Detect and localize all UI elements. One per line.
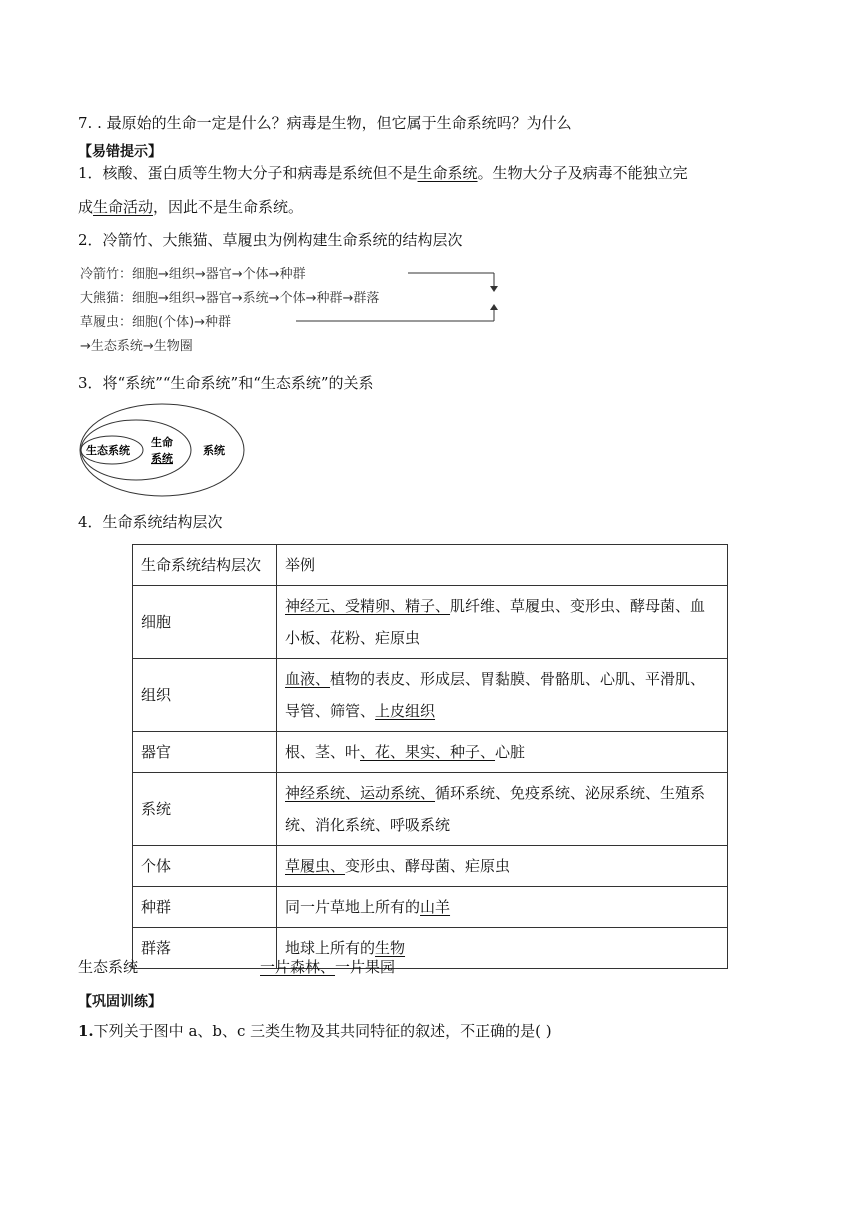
- table-text: 地球上所有的: [285, 939, 376, 957]
- hierarchy-table: [132, 544, 728, 969]
- table-cell-example: [277, 659, 728, 732]
- table-cell-level: 细胞: [133, 586, 277, 659]
- table-text: 肌纤维、草履虫、变形虫、酵母菌、血小板、花粉、疟原虫: [285, 597, 706, 647]
- table-underline: 上皮组织: [375, 702, 436, 720]
- diagram-row-4: →生态系统→生物圈: [80, 339, 193, 354]
- tip-1-text-c: 成: [78, 198, 94, 216]
- table-text: 循环系统、免疫系统、泌尿系统、生殖系统、消化系统、呼吸系统: [285, 784, 706, 834]
- question-1-number: 1.: [78, 1022, 94, 1040]
- table-underline: 山羊: [420, 898, 451, 916]
- table-row: [133, 732, 728, 773]
- tip-3: 3．将“系统”“生命系统”和“生态系统”的关系: [78, 374, 374, 392]
- table-underline: 血液、: [285, 670, 331, 688]
- venn-outer-label: 系统: [203, 444, 225, 457]
- table-cell-example: [277, 846, 728, 887]
- tip-1-text: 1．核酸、蛋白质等生物大分子和病毒是系统但不是: [78, 164, 418, 182]
- table-row: [133, 887, 728, 928]
- venn-middle-label-2: 系统: [151, 452, 173, 465]
- table-underline: 神经元、受精卵、精子、: [285, 597, 451, 615]
- table-cell-level: 个体: [133, 846, 277, 887]
- tip-1-line-2: [78, 196, 303, 217]
- tip-4: 4．生命系统结构层次: [78, 513, 223, 531]
- question-1: [78, 1020, 552, 1041]
- training-heading: 【巩固训练】: [78, 994, 162, 1010]
- table-header-row: [133, 545, 728, 586]
- table-text: 根、茎、叶: [285, 743, 361, 761]
- table-header-level: 生命系统结构层次: [133, 545, 277, 586]
- question-1-text: 下列关于图中 a、b、c 三类生物及其共同特征的叙述，不正确的是( ): [93, 1022, 552, 1040]
- diagram-row-1: 冷箭竹：细胞→组织→器官→个体→种群: [80, 267, 306, 282]
- table-header-example: 举例: [277, 545, 728, 586]
- venn-diagram: [78, 402, 248, 498]
- table-text: 变形虫、酵母菌、疟原虫: [345, 857, 511, 875]
- table-cell-level: 器官: [133, 732, 277, 773]
- table-underline: 草履虫、: [285, 857, 346, 875]
- table-cell-level: 群落: [133, 928, 277, 969]
- table-cell-example: [277, 732, 728, 773]
- tip-1-line-1: [78, 162, 688, 183]
- table-text: 植物的表皮、形成层、胃黏膜、骨骼肌、心肌、平滑肌、导管、筛管、: [285, 670, 706, 720]
- ecosystem-row: [78, 956, 728, 980]
- ecosystem-level: 生态系统: [78, 958, 139, 976]
- table-cell-level: 系统: [133, 773, 277, 846]
- table-cell-level: 组织: [133, 659, 277, 732]
- table-underline: 、花、果实、种子、: [360, 743, 496, 761]
- ecosystem-example: [260, 956, 395, 977]
- venn-inner-label: 生态系统: [86, 444, 130, 457]
- table-cell-example: [277, 887, 728, 928]
- diagram-row-3: 草履虫：细胞(个体)→种群: [80, 315, 232, 330]
- tip-1-text-d: ，因此不是生命系统。: [153, 198, 304, 216]
- tip-1-underline: 生命系统: [417, 164, 478, 182]
- table-row: [133, 773, 728, 846]
- table-cell-example: [277, 773, 728, 846]
- table-underline: 生物: [375, 939, 406, 957]
- table-row: [133, 846, 728, 887]
- diagram-row-2: 大熊猫：细胞→组织→器官→系统→个体→种群→群落: [80, 291, 380, 306]
- table-cell-example: [277, 586, 728, 659]
- tip-1-underline-2: 生命活动: [93, 198, 154, 216]
- tip-1-text-b: 。生物大分子及病毒不能独立完: [477, 164, 688, 182]
- table-text: 同一片草地上所有的: [285, 898, 421, 916]
- table-row: [133, 586, 728, 659]
- table-row: [133, 659, 728, 732]
- table-cell-level: 种群: [133, 887, 277, 928]
- table-text: 一片果园: [335, 958, 396, 976]
- table-underline: 一片森林、: [260, 958, 336, 976]
- table-underline: 神经系统、运动系统、: [285, 784, 436, 802]
- tips-heading: 【易错提示】: [78, 144, 162, 160]
- venn-middle-label-1: 生命: [151, 436, 173, 449]
- tip-2: 2．冷箭竹、大熊猫、草履虫为例构建生命系统的结构层次: [78, 231, 463, 249]
- hierarchy-diagram: [78, 262, 538, 357]
- table-text: 心脏: [495, 743, 526, 761]
- question-7: 7. . 最原始的生命一定是什么？病毒是生物，但它属于生命系统吗？为什么: [78, 114, 572, 132]
